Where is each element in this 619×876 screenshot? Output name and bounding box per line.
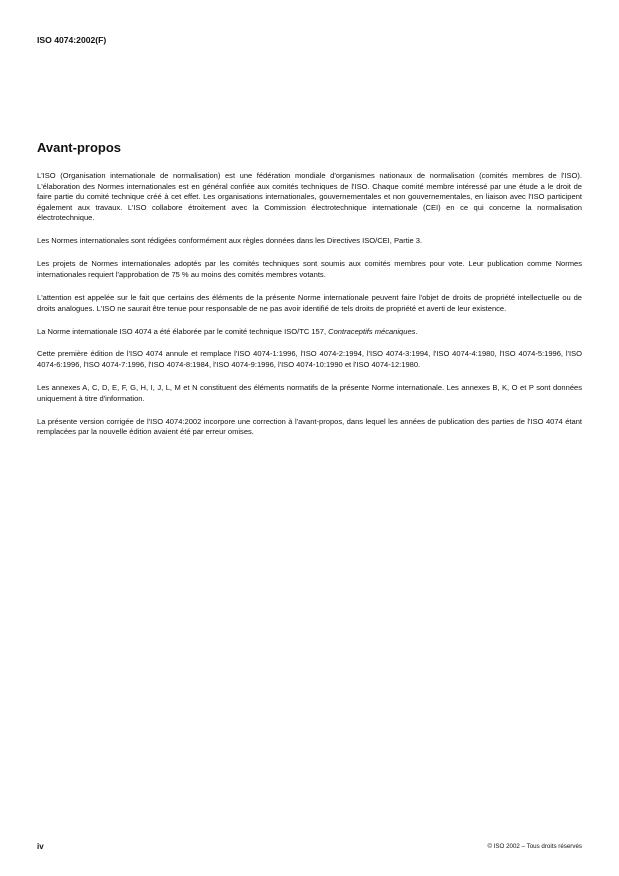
paragraph-correction: La présente version corrigée de l'ISO 4074:2002 incorpore une correction à l'avant-propos, dans lequel les années de publication des parties de l'ISO 4074 étant remplacées par la nouvelle édition avaient été par erreur omises. — [37, 416, 582, 437]
paragraph-voting: Les projets de Normes internationales adoptés par les comités techniques sont soumis aux comités membres pour vote. Leur publication comme Normes internationales requiert l'approbation de 75 % au moins des comités membres votants. — [37, 259, 582, 279]
committee-end: . — [415, 326, 418, 336]
section-title: Avant-propos — [37, 140, 122, 155]
document-id-header: ISO 4074:2002(F) — [37, 35, 107, 45]
paragraph-iso-intro: L'ISO (Organisation internationale de normalisation) est une fédération mondiale d'organismes nationaux de normalisation (comités membres de l'ISO). L'élaboration des Normes internationales est en général confiée aux comités techniques de l'ISO. Chaque comité membre intéressé par une étude a le droit de faire partie du comité technique créé à cet effet. Les organisations internationales, gouvernementales et non gouvernementales, en liaison avec l'ISO participent également aux travaux. L'ISO collabore étroitement avec la Commission électrotechnique internationale (CEI) en ce qui concerne la normalisation électrotechnique. — [37, 171, 582, 223]
paragraph-annexes: Les annexes A, C, D, E, F, G, H, I, J, L, M et N constituent des éléments normatifs de la présente Norme internationale. Les annexes B, K, O et P sont données uniquement à titre d'information. — [37, 383, 582, 403]
paragraph-patent-notice: L'attention est appelée sur le fait que certains des éléments de la présente Norme internationale peuvent faire l'objet de droits de propriété intellectuelle ou de droits analogues. L'ISO ne saurait être tenue pour responsable de ne pas avoir identifié de tels droits de propriété et averti de leur existence. — [37, 292, 582, 313]
paragraph-replaces: Cette première édition de l'ISO 4074 annule et remplace l'ISO 4074-1:1996, l'ISO 4074-2:1994, l'ISO 4074-3:1994, l'ISO 4074-4:1980, l'ISO 4074-5:1996, l'ISO 4074-6:1996, l'ISO 4074-7:1996, l'ISO 4074-8:1984, l'ISO 4074-9:1996, l'ISO 4074-10:1990 et l'ISO 4074-12:1980. — [37, 349, 582, 370]
copyright-notice: © ISO 2002 – Tous droits réservés — [487, 843, 582, 850]
page-number: iv — [37, 842, 44, 851]
committee-text: La Norme internationale ISO 4074 a été élaborée par le comité technique ISO/TC 157, — [37, 326, 329, 336]
paragraph-committee — [37, 327, 582, 338]
committee-name: Contraceptifs mécaniques — [328, 326, 416, 336]
foreword-body — [37, 171, 582, 450]
paragraph-directives: Les Normes internationales sont rédigées conformément aux règles données dans les Directives ISO/CEI, Partie 3. — [37, 236, 423, 246]
